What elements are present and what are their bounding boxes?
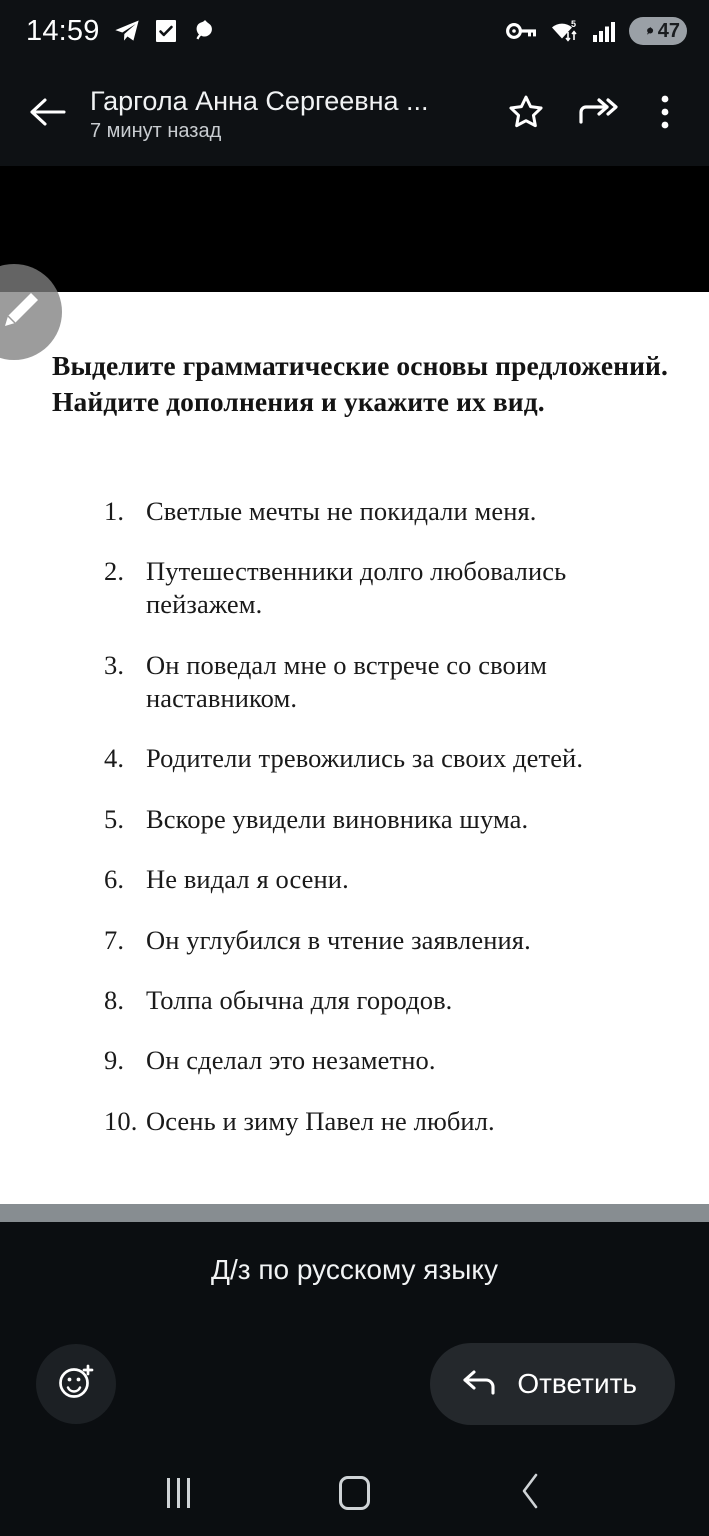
back-arrow-icon xyxy=(29,95,67,134)
status-bar xyxy=(0,0,709,62)
star-icon xyxy=(507,93,545,136)
list-item-number: 7. xyxy=(104,924,125,955)
list-item-number: 4. xyxy=(104,743,125,774)
list-item-number: 3. xyxy=(104,649,125,680)
forward-icon xyxy=(577,95,619,134)
list-item xyxy=(104,649,683,716)
status-bar-left xyxy=(26,15,219,48)
svg-text:5: 5 xyxy=(570,19,576,29)
list-item xyxy=(104,924,683,957)
page-title: Гаргола Анна Сергеевна ... xyxy=(90,85,429,116)
list-item-text: Светлые мечты не покидали меня. xyxy=(146,495,537,526)
list-item xyxy=(104,742,683,775)
list-item-number: 6. xyxy=(104,864,125,895)
list-item-text: Он углубился в чтение заявления. xyxy=(146,924,531,955)
more-vertical-icon xyxy=(659,93,671,136)
scroll-indicator-band[interactable] xyxy=(0,1204,709,1222)
list-item xyxy=(104,495,683,528)
list-item-number: 9. xyxy=(104,1045,125,1076)
list-item-number: 8. xyxy=(104,984,125,1015)
app-bar xyxy=(0,62,709,166)
add-reaction-button[interactable] xyxy=(36,1344,116,1424)
caption-area xyxy=(0,1222,709,1318)
telegram-icon xyxy=(113,17,141,45)
message-timestamp: 7 минут назад xyxy=(90,119,222,142)
system-back-button[interactable] xyxy=(491,1463,571,1523)
exercise-list xyxy=(52,495,683,1139)
list-item xyxy=(104,863,683,896)
list-item xyxy=(104,1044,683,1077)
list-item xyxy=(104,984,683,1017)
home-icon xyxy=(339,1476,370,1510)
list-item-text: Путешественники долго любовались пейзажем. xyxy=(146,555,567,620)
attachment-viewer[interactable] xyxy=(0,166,709,1222)
recents-button[interactable] xyxy=(138,1463,218,1523)
vpn-key-icon xyxy=(506,21,538,41)
back-button[interactable] xyxy=(20,86,76,142)
list-item-number: 1. xyxy=(104,495,125,526)
list-item-number: 5. xyxy=(104,803,125,834)
android-nav-bar xyxy=(0,1450,709,1536)
list-item-text: Осень и зиму Павел не любил. xyxy=(146,1105,495,1136)
list-item-text: Он сделал это незаметно. xyxy=(146,1045,436,1076)
message-caption: Д/з по русскому языку xyxy=(211,1254,498,1285)
battery-saver-leaf-icon xyxy=(645,21,656,41)
list-item-text: Вскоре увидели виновника шума. xyxy=(146,803,529,834)
reply-button-label: Ответить xyxy=(517,1368,637,1399)
list-item xyxy=(104,555,683,622)
battery-percent: 47 xyxy=(657,19,680,42)
pen-edit-icon xyxy=(0,283,48,342)
list-item-number: 2. xyxy=(104,555,125,586)
checkbox-icon xyxy=(154,18,178,44)
list-item-text: Родители тревожились за своих детей. xyxy=(146,743,584,774)
list-item-number: 10. xyxy=(104,1105,138,1136)
forward-button[interactable] xyxy=(569,85,627,143)
status-bar-right xyxy=(506,17,687,45)
list-item xyxy=(104,803,683,836)
star-button[interactable] xyxy=(497,85,555,143)
recents-icon xyxy=(167,1478,190,1508)
message-action-bar xyxy=(0,1318,709,1450)
app-bar-titles[interactable] xyxy=(90,86,493,143)
viewer-letterbox xyxy=(0,166,709,292)
overflow-menu-button[interactable] xyxy=(643,85,687,143)
reply-button[interactable] xyxy=(430,1343,675,1425)
home-button[interactable] xyxy=(314,1463,394,1523)
back-chevron-icon xyxy=(520,1472,542,1515)
status-time: 14:59 xyxy=(26,14,100,47)
document-image[interactable] xyxy=(0,292,709,1204)
wifi-5-icon xyxy=(549,18,581,44)
battery-indicator xyxy=(629,17,687,45)
list-item-text: Толпа обычна для городов. xyxy=(146,984,453,1015)
cellular-signal-icon xyxy=(592,19,618,43)
leaf-icon xyxy=(191,18,219,44)
reply-arrow-icon xyxy=(462,1366,500,1403)
list-item-text: Не видал я осени. xyxy=(146,864,349,895)
document-heading: Выделите грамматические основы предложений. Найдите дополнения и укажите их вид. xyxy=(52,350,668,418)
list-item xyxy=(104,1105,683,1138)
add-reaction-icon xyxy=(55,1361,97,1408)
list-item-text: Он поведал мне о встрече со своим наставником. xyxy=(146,649,548,714)
